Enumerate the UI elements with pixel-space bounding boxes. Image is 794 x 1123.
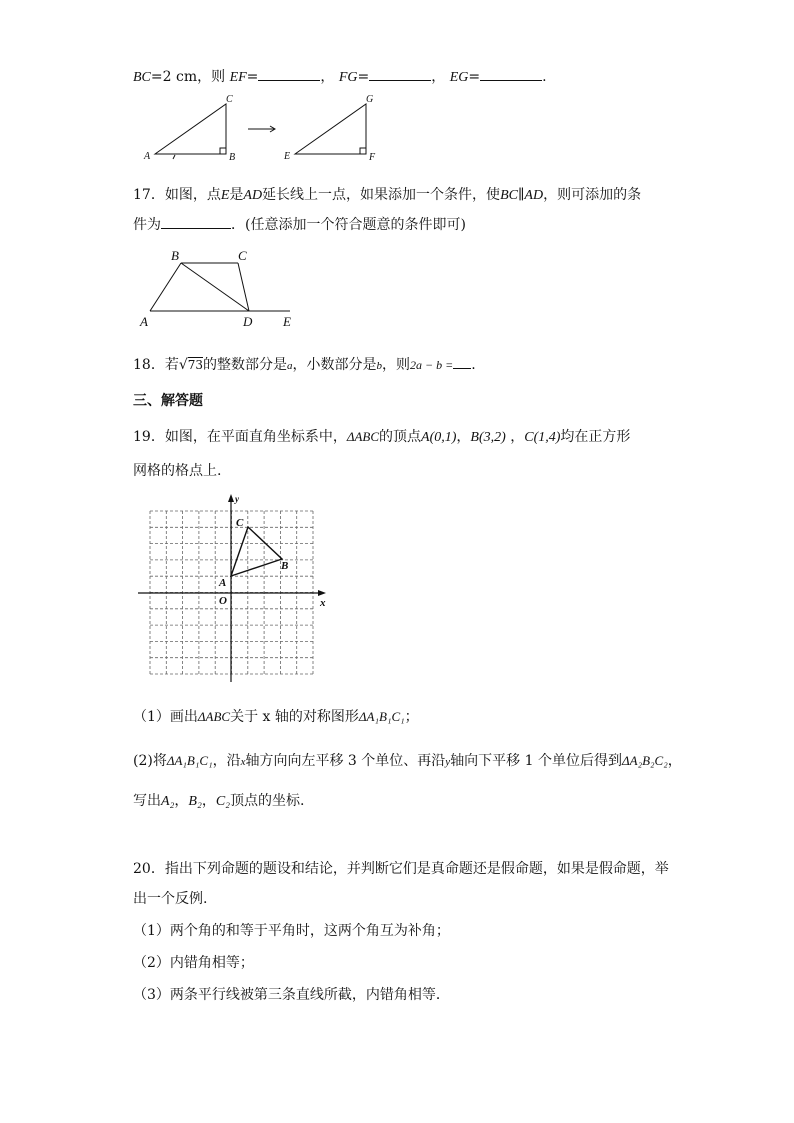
q19-p2-text-b: ，沿 [212, 753, 241, 769]
q19-part3 [133, 790, 305, 810]
q16-comma1: ， [320, 69, 335, 85]
q19-p3-b2: B₂ [188, 794, 202, 809]
q19-p1-text-b: 关于 x 轴的对称图形 [230, 709, 359, 725]
q16-eq2: = [357, 69, 370, 85]
q17-e: E [220, 188, 230, 203]
triangle-efg [295, 104, 366, 154]
q19-p1-text-a: （1）画出 [133, 709, 198, 725]
q17-ad: AD [243, 188, 263, 203]
q19-part2 [133, 750, 682, 770]
q16-comma2: ， [431, 69, 446, 85]
q19-p2-y: y [445, 756, 451, 768]
q19-p2-text-d: 轴向下平移 1 个单位后得到 [450, 753, 622, 769]
q19-point-c: C(1,4) [524, 430, 561, 445]
q18-expr: 2a − b = [410, 358, 454, 372]
q18-text-c: ，小数部分是 [292, 357, 377, 373]
q19-p3-text-b: 顶点的坐标. [230, 793, 305, 809]
q18-line [133, 354, 476, 374]
q19-text-a: 19．如图，在平面直角坐标系中， [133, 429, 347, 445]
q20-item3: （3）两条平行线被第三条直线所截，内错角相等． [133, 987, 450, 1003]
q18-text-b: 的整数部分是 [203, 357, 288, 373]
q19-sep1: ， [456, 429, 471, 445]
label-d: D [243, 314, 253, 329]
label-x: x [320, 597, 326, 609]
q19-p1-tri2: ΔA₁B₁C₁ [358, 709, 405, 724]
q16-figure [140, 92, 390, 164]
q19-text-b: 的顶点 [379, 429, 422, 445]
q20-line2: 出一个反例. [133, 891, 208, 907]
q17-text-b: 是 [229, 187, 244, 203]
q19-point-a: A(0,1) [421, 430, 457, 445]
q19-part1 [133, 706, 419, 726]
q17-text-f: ．(任意添加一个符合题意的条件即可) [231, 217, 466, 233]
q16-fg: FG [338, 70, 358, 85]
q20-item1: （1）两个角的和等于平角时，这两个角互为补角； [133, 923, 450, 939]
q19-p2-text-a: (2)将 [133, 753, 167, 769]
label-b: B [229, 152, 236, 163]
triangle-abc [231, 527, 282, 576]
q17-figure [135, 246, 305, 332]
q19-p2-text-e: ， [667, 753, 682, 769]
q19-p3-c2: C₂ [215, 794, 231, 809]
label-b: B [171, 248, 179, 263]
right-angle-b [220, 148, 226, 154]
q19-p1-tri: ΔABC [197, 709, 231, 724]
q16-eq-2cm: =2 cm，则 [150, 69, 226, 85]
q16-ef: EF [229, 70, 247, 85]
right-angle-f [360, 148, 366, 154]
label-o: O [219, 595, 227, 607]
q19-sep2: ， [505, 429, 525, 445]
label-e: E [283, 314, 291, 329]
label-c: C [226, 94, 233, 105]
q19-grid-figure [136, 492, 332, 684]
y-axis-arrow [228, 494, 234, 502]
q17-text-e: 件为 [133, 217, 161, 233]
q17-text-c: 延长线上一点，如果添加一个条件，使 [262, 187, 501, 203]
label-b: B [281, 560, 289, 572]
q16-fg-blank[interactable] [369, 79, 431, 81]
q19-p2-tri2: ΔA₂B₂C₂ [622, 753, 668, 768]
q17-line1 [133, 184, 641, 204]
q17-text-a: 17．如图，点 [133, 187, 221, 203]
segment-bd [181, 263, 249, 311]
q17-text-d: ，则可添加的条 [543, 187, 642, 203]
q16-eg: EG [449, 70, 469, 85]
q19-line1 [133, 426, 630, 446]
q18-period: . [471, 357, 476, 373]
label-a: A [140, 314, 148, 329]
q18-text-a: 18．若 [133, 357, 179, 373]
q18-radicand: 73 [187, 358, 204, 372]
q20-item2: （2）内错角相等； [133, 955, 254, 971]
q19-p2-tri: ΔA₁B₁C₁ [166, 753, 213, 768]
label-c: C [236, 517, 244, 529]
label-g: G [366, 94, 374, 105]
q16-eg-blank[interactable] [480, 79, 542, 81]
q16-period: . [542, 69, 547, 85]
q19-p2-text-c: 轴方向向左平移 3 个单位、再沿 [245, 753, 446, 769]
q20-line1: 20．指出下列命题的题设和结论，并判断它们是真命题还是假命题，如果是假命题，举 [133, 861, 669, 877]
q17-answer-blank[interactable] [161, 227, 231, 229]
q19-p1-text-c: ； [404, 709, 419, 725]
q16-eq3: = [468, 69, 481, 85]
x-axis-arrow [318, 590, 326, 596]
q19-p2-x: x [240, 756, 246, 768]
label-c: C [238, 248, 247, 263]
q19-p3-sep1: ， [174, 793, 189, 809]
q17-line2 [133, 214, 466, 234]
q19-tri: ΔABC [346, 429, 380, 444]
q18-answer-blank[interactable] [453, 367, 471, 369]
q19-p3-sep2: ， [201, 793, 216, 809]
tick-mark [173, 155, 175, 159]
q18-var-a: a [287, 360, 293, 372]
q19-p3-a2: A₂ [161, 794, 175, 809]
q18-text-d: ，则 [382, 357, 411, 373]
segment-ab [150, 263, 181, 311]
label-y: y [235, 494, 239, 504]
q19-text-c: 均在正方形 [560, 429, 631, 445]
q17-bcad: BC∥AD [500, 188, 544, 203]
q19-line2: 网格的格点上. [133, 463, 222, 479]
triangle-abc [155, 104, 226, 154]
q16-eq1: = [246, 69, 259, 85]
label-a: A [219, 577, 227, 589]
q16-ef-blank[interactable] [258, 79, 320, 81]
section-heading: 三、解答题 [133, 393, 203, 409]
q18-var-b: b [376, 360, 383, 372]
q19-p3-text-a: 写出 [133, 793, 161, 809]
label-a: A [144, 151, 151, 162]
q16-line [133, 66, 547, 86]
q16-bc: BC [133, 70, 151, 85]
sqrt-symbol: √ [178, 357, 188, 373]
label-f: F [369, 152, 376, 163]
label-e: E [284, 151, 291, 162]
q19-point-b: B(3,2) [470, 430, 506, 445]
